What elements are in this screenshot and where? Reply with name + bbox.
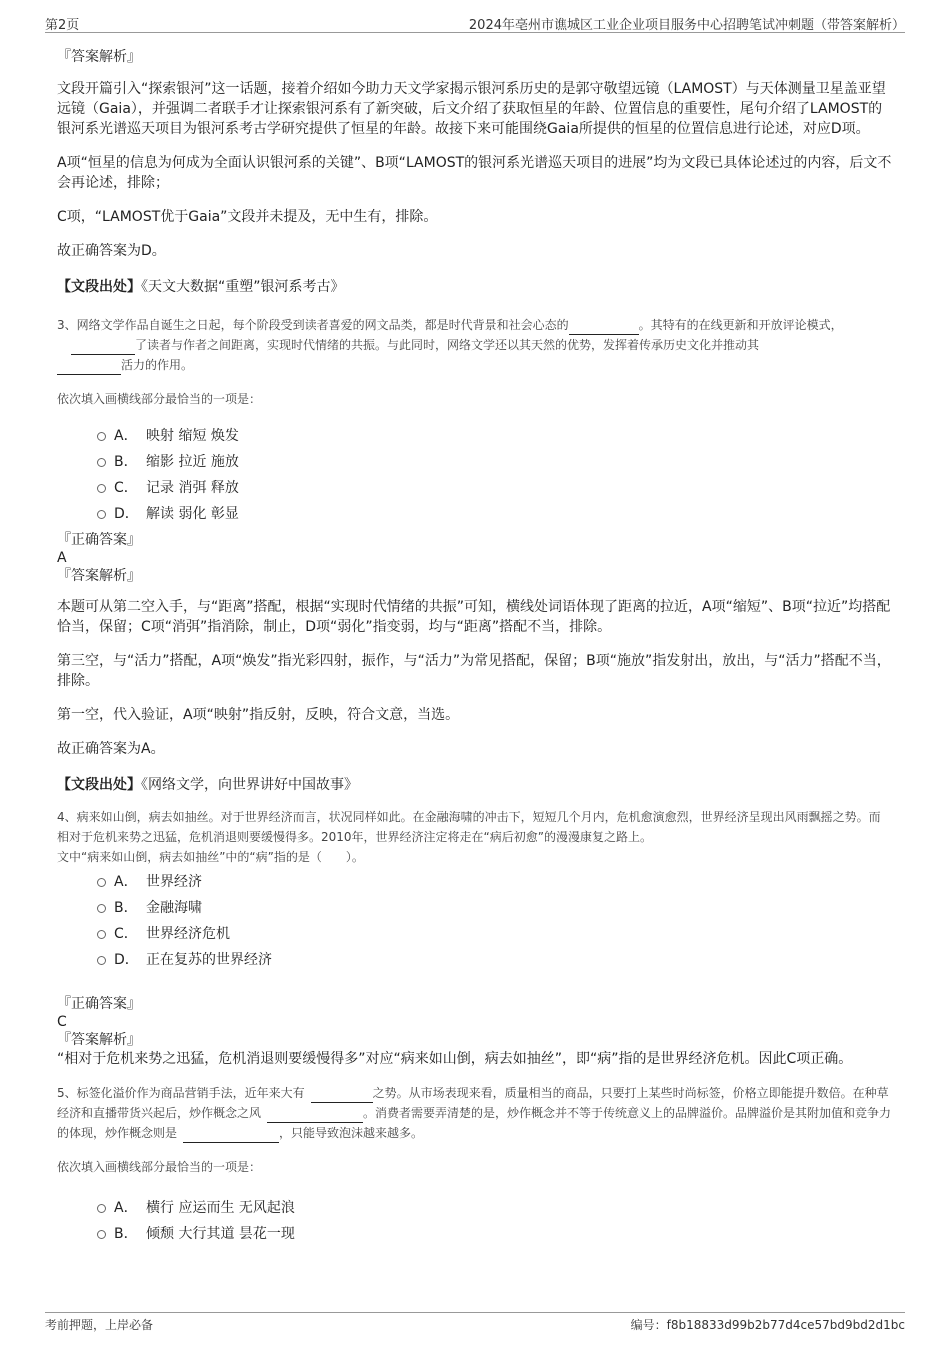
q4-analysis-para: “相对于危机来势之迅猛，危机消退则要缓慢得多”对应“病来如山倒，病去如抽丝”，即“病”指的是世界经济危机。因此C项正确。 — [57, 1051, 853, 1067]
q3-analysis-label: 『答案解析』 — [57, 568, 141, 584]
radio-icon[interactable] — [97, 484, 106, 493]
q3-option-c[interactable]: C． 记录 消弭 释放 — [57, 475, 892, 501]
q3-analysis-para: 第一空，代入验证，A项“映射”指反射，反映，符合文意，当选。 — [57, 707, 460, 723]
q3-prompt: 依次填入画横线部分最恰当的一项是： — [57, 392, 262, 406]
q5-options — [57, 1195, 892, 1247]
q4-option-c[interactable]: C． 世界经济危机 — [57, 921, 892, 947]
q5-option-b[interactable]: B． 倾颓 大行其道 昙花一现 — [57, 1221, 892, 1247]
q3-correct-label: 『正确答案』 — [57, 532, 141, 548]
radio-icon[interactable] — [97, 878, 106, 887]
page-content — [57, 45, 892, 1247]
q5-prompt: 依次填入画横线部分最恰当的一项是： — [57, 1160, 262, 1174]
q3-option-a[interactable]: A． 映射 缩短 焕发 — [57, 423, 892, 449]
q3-analysis-para: 第三空，与“活力”搭配，A项“焕发”指光彩四射，振作，与“活力”为常见搭配，保留；B项“施放”指发射出，放出，与“活力”搭配不当，排除。 — [57, 653, 891, 689]
q4-option-d[interactable]: D． 正在复苏的世界经济 — [57, 947, 892, 973]
radio-icon[interactable] — [97, 930, 106, 939]
q3-option-d[interactable]: D． 解读 弱化 彰显 — [57, 501, 892, 527]
q4-option-a[interactable]: A． 世界经济 — [57, 869, 892, 895]
q4-analysis-label: 『答案解析』 — [57, 1032, 141, 1048]
radio-icon[interactable] — [97, 956, 106, 965]
q3-analysis-para: 故正确答案为A。 — [57, 741, 165, 757]
q3-blank-3 — [57, 360, 121, 375]
q2-analysis-para: C项，“LAMOST优于Gaia”文段并未提及，无中生有，排除。 — [57, 209, 438, 225]
q3-blank-1 — [569, 320, 639, 335]
q2-analysis-para: 故正确答案为D。 — [57, 243, 166, 259]
q3-analysis-para: 本题可从第二空入手，与“距离”搭配，根据“实现时代情绪的共振”可知，横线处词语体现了距离的拉近，A项“缩短”、B项“拉近”均搭配恰当，保留；C项“消弭”指消除，制止，D项“弱化”指变弱，均与“距离”搭配不当，排除。 — [57, 599, 891, 635]
q2-analysis-para: A项“恒星的信息为何成为全面认识银河系的关键”、B项“LAMOST的银河系光谱巡天项目的进展”均为文段已具体论述过的内容，后文不会再论述，排除； — [57, 155, 892, 191]
radio-icon[interactable] — [97, 432, 106, 441]
radio-icon[interactable] — [97, 1230, 106, 1239]
q2-source — [57, 277, 892, 297]
q3-options — [57, 423, 892, 527]
page-footer — [45, 1312, 905, 1337]
page-header — [45, 12, 905, 33]
q2-source-label: 【文段出处】 — [57, 279, 141, 295]
q4-correct-answer: C — [57, 1014, 67, 1030]
q3-source — [57, 775, 892, 795]
q2-source-title: 《天文大数据“重塑”银河系考古》 — [141, 279, 345, 295]
page-number: 第2页 — [45, 18, 80, 33]
q5-question-text: 5、标签化溢价作为商品营销手法，近年来大有 之势。从市场表现来看，质量相当的商品，只要打上某些时尚标签，价格立即能提升数倍。在种草经济和直播带货兴起后，炒作概念之风 。消费者需要弄清楚的是，炒作概念并不等于传统意义上的品牌溢价。品牌溢价是其附加值和竞争力的体现，炒作概念则是 ，只能导致泡沫越来越多。 — [57, 1083, 892, 1143]
q3-blank-2 — [71, 340, 135, 355]
document-title: 2024年亳州市谯城区工业企业项目服务中心招聘笔试冲刺题（带答案解析） — [468, 18, 905, 33]
radio-icon[interactable] — [97, 1204, 106, 1213]
q4-correct-label: 『正确答案』 — [57, 996, 141, 1012]
document-code: 编号：f8b18833d99b2b77d4ce57bd9bd2d1bc — [630, 1318, 905, 1332]
q3-source-label: 【文段出处】 — [57, 777, 141, 793]
q3-source-title: 《网络文学，向世界讲好中国故事》 — [141, 777, 358, 793]
q2-analysis-para: 文段开篇引入“探索银河”这一话题，接着介绍如今助力天文学家揭示银河系历史的是郭守敬望远镜（LAMOST）与天体测量卫星盖亚望远镜（Gaia），并强调二者联手才让探索银河系有了新突破，后文介绍了获取恒星的年龄、位置信息的重要性，尾句介绍了LAMOST的银河系光谱巡天项目为银河系考古学研究提供了恒星的年龄。故接下来可能围绕Gaia所提供的恒星的位置信息进行论述，对应D项。 — [57, 81, 886, 137]
q3-correct-answer: A — [57, 550, 67, 566]
q5-option-a[interactable]: A． 横行 应运而生 无风起浪 — [57, 1195, 892, 1221]
footer-slogan: 考前押题，上岸必备 — [45, 1318, 154, 1332]
q3-question-text: 3、网络文学作品自诞生之日起，每个阶段受到读者喜爱的网文品类，都是时代背景和社会心态的 。其特有的在线更新和开放评论模式，了读者与作者之间距离，实现时代情绪的共振。与此同时，网络文学还以其天然的优势，发挥着传承历史文化并推动其 活力的作用。 — [57, 315, 892, 375]
radio-icon[interactable] — [97, 510, 106, 519]
q4-option-b[interactable]: B． 金融海啸 — [57, 895, 892, 921]
q4-options — [57, 869, 892, 973]
q3-option-b[interactable]: B． 缩影 拉近 施放 — [57, 449, 892, 475]
radio-icon[interactable] — [97, 458, 106, 467]
q4-question-text: 4、病来如山倒，病去如抽丝。对于世界经济而言，状况同样如此。在金融海啸的冲击下，短短几个月内，危机愈演愈烈，世界经济呈现出风雨飘摇之势。而相对于危机来势之迅猛，危机消退则要缓慢得多。2010年，世界经济注定将走在“病后初愈”的漫漫康复之路上。 — [57, 810, 881, 844]
q5-blank-3 — [183, 1128, 279, 1143]
radio-icon[interactable] — [97, 904, 106, 913]
q4-question: 文中“病来如山倒，病去如抽丝”中的“病”指的是（ ）。 — [57, 850, 364, 864]
q2-analysis-label: 『答案解析』 — [57, 49, 141, 65]
q5-blank-1 — [311, 1088, 373, 1103]
q5-blank-2 — [267, 1108, 363, 1123]
